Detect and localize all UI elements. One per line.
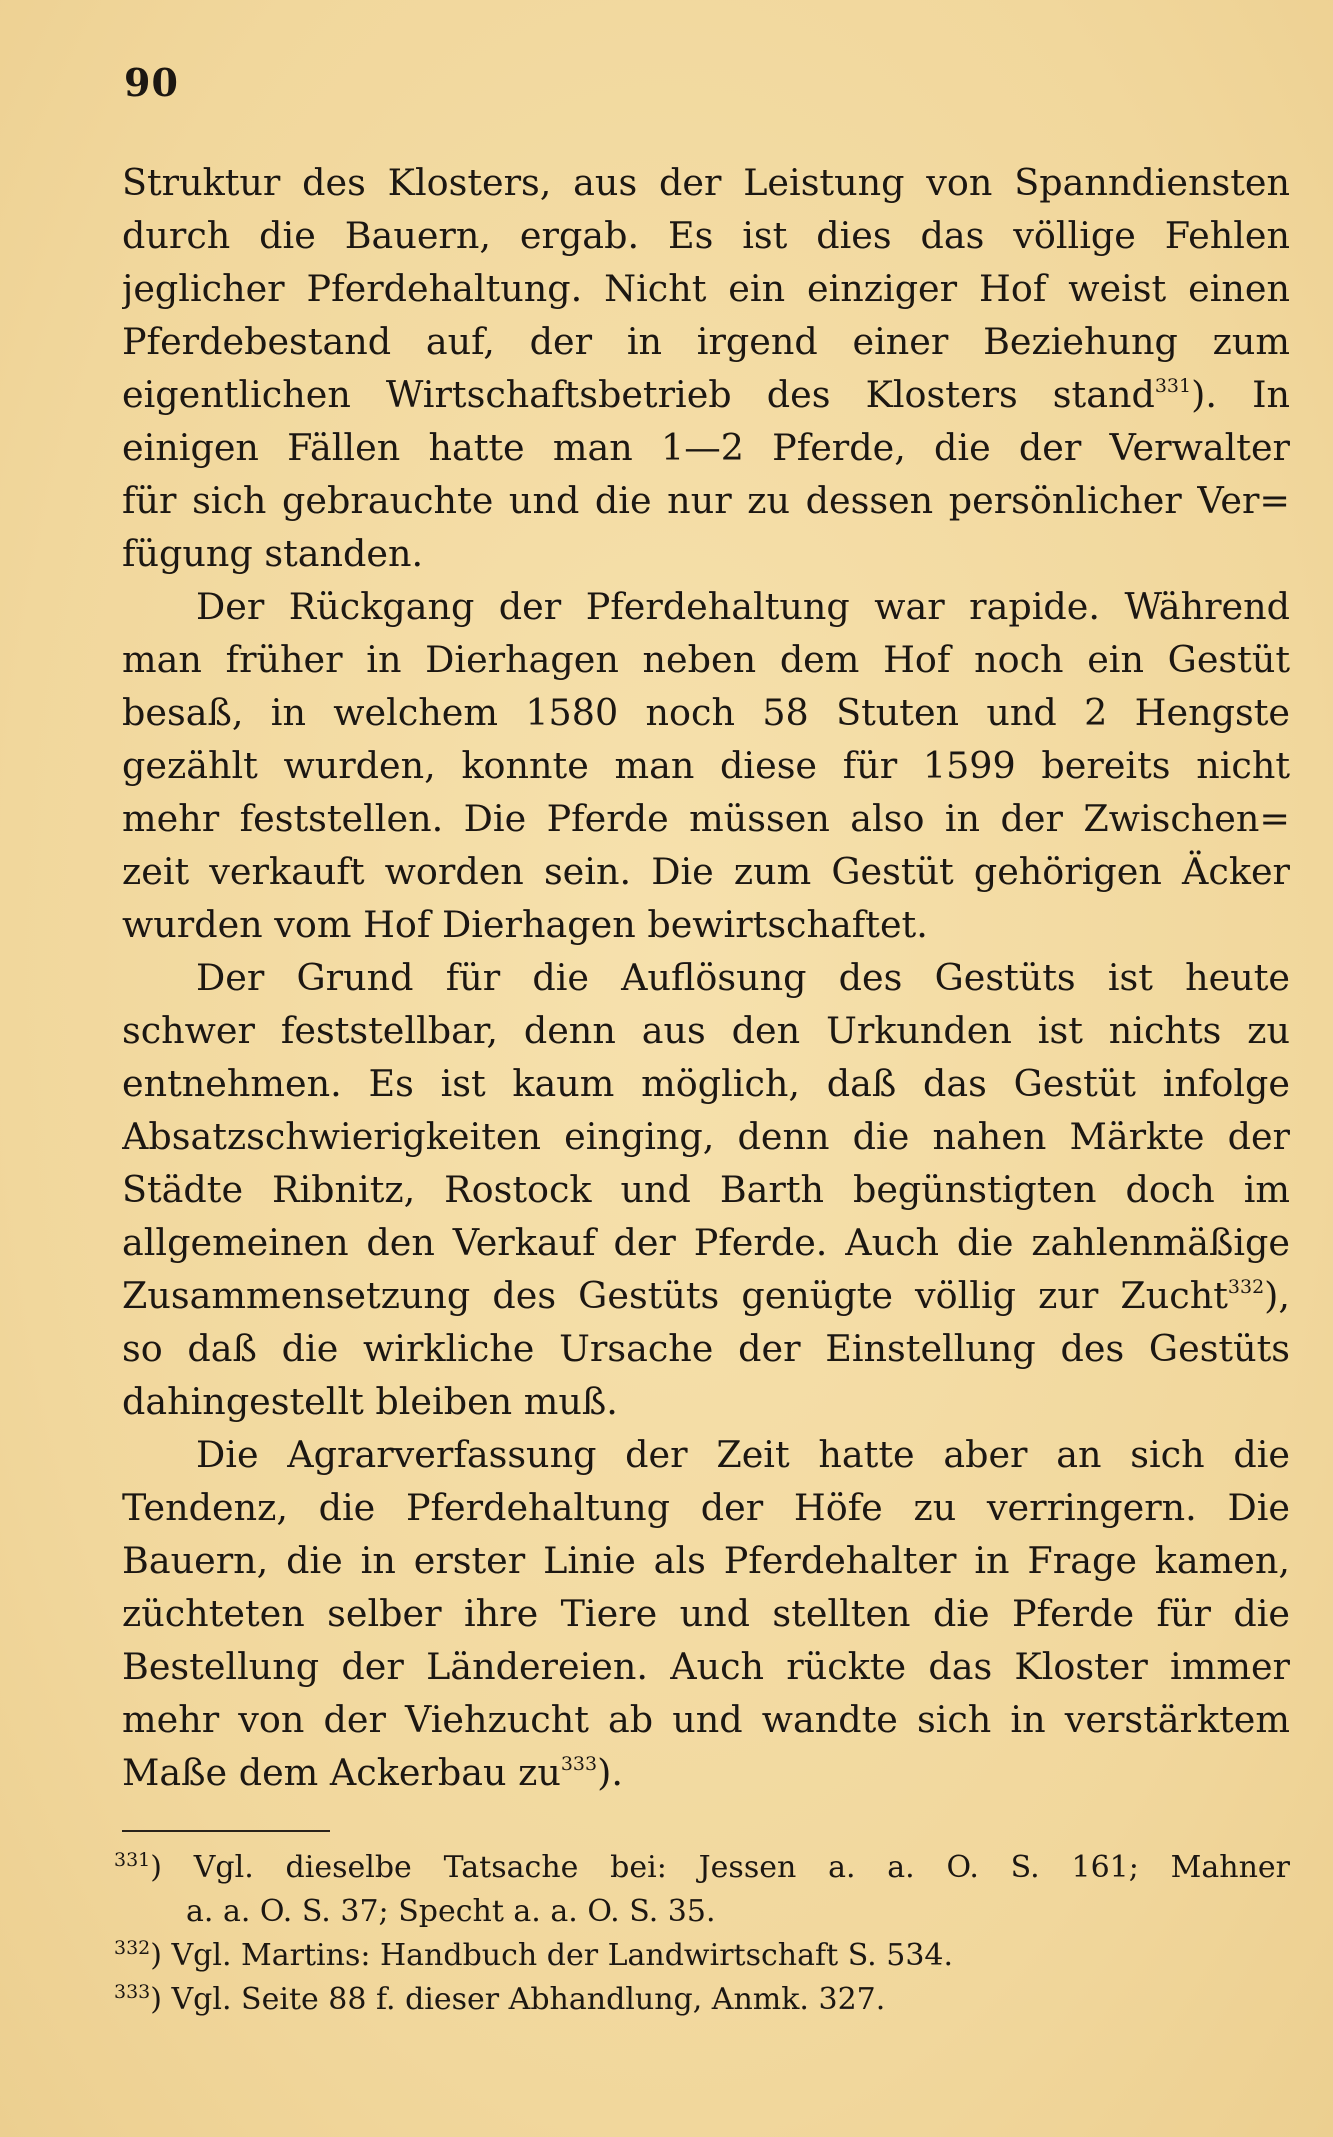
text-line: zeit verkauft worden sein. Die zum Gestüt gehörigen Äcker <box>122 850 1290 893</box>
paragraph-start: Der Rückgang der Pferdehaltung war rapide. Während <box>196 585 1290 628</box>
text-line: wurden vom Hof Dierhagen bewirtschaftet. <box>122 903 928 946</box>
text-line: Struktur des Klosters, aus der Leistung von Spanndiensten <box>122 161 1290 204</box>
footnote-ref-332: 332 <box>1227 1276 1265 1298</box>
paragraph-start: Die Agrarverfassung der Zeit hatte aber an sich die <box>196 1433 1290 1476</box>
text-line: Zusammensetzung des Gestüts genügte völlig zur Zucht$^{332}$), <box>122 1274 1290 1317</box>
text-line: einigen Fällen hatte man 1—2 Pferde, die der Verwalter <box>122 426 1290 469</box>
text-line: mehr feststellen. Die Pferde müssen also in der Zwischen= <box>122 797 1290 840</box>
text-line: Städte Ribnitz, Rostock und Barth begünstigten doch im <box>122 1168 1290 1211</box>
footnote-ref-333: 333 <box>560 1753 598 1775</box>
footnote-ref-331: 331 <box>1154 375 1192 397</box>
text-line: jeglicher Pferdehaltung. Nicht ein einziger Hof weist einen <box>122 267 1290 310</box>
text-line: für sich gebrauchte und die nur zu dessen persönlicher Ver= <box>122 479 1290 522</box>
text-line: allgemeinen den Verkauf der Pferde. Auch die zahlenmäßige <box>122 1221 1290 1264</box>
text-line: Pferdebestand auf, der in irgend einer Beziehung zum <box>122 320 1290 363</box>
text-line: schwer feststellbar, denn aus den Urkunden ist nichts zu <box>122 1009 1290 1052</box>
text-line: Tendenz, die Pferdehaltung der Höfe zu verringern. Die <box>122 1486 1290 1529</box>
footnote-332: $^{332}$) Vgl. Martins: Handbuch der Landwirtschaft S. 534. <box>114 1937 954 1973</box>
text-line: so daß die wirkliche Ursache der Einstellung des Gestüts <box>122 1327 1290 1370</box>
text-line: gezählt wurden, konnte man diese für 1599 bereits nicht <box>122 744 1290 787</box>
text-line: entnehmen. Es ist kaum möglich, daß das Gestüt infolge <box>122 1062 1290 1105</box>
text-line: eigentlichen Wirtschaftsbetrieb des Klosters stand$^{331}$). In <box>122 373 1290 416</box>
text-line: Maße dem Ackerbau $zu^{333}$). <box>122 1751 623 1794</box>
text-line: man früher in Dierhagen neben dem Hof noch ein Gestüt <box>122 638 1290 681</box>
text-line: fügung standen. <box>122 532 424 575</box>
footnote-331-continued: a. a. O. S. 37; Specht a. a. O. S. 35. <box>186 1894 716 1929</box>
text-line: durch die Bauern, ergab. Es ist dies das völlige Fehlen <box>122 214 1290 257</box>
footnote-331: $^{331}$) Vgl. dieselbe Tatsache bei: Jessen a. a. O. S. 161; Mahner <box>114 1849 1290 1885</box>
text-line: mehr von der Viehzucht ab und wandte sich in verstärktem <box>122 1698 1290 1741</box>
footnote-mark: 331 <box>114 1849 151 1871</box>
text-line: Absatzschwierigkeiten einging, denn die nahen Märkte der <box>122 1115 1290 1158</box>
footnote-mark: 332 <box>114 1937 151 1959</box>
text-line: züchteten selber ihre Tiere und stellten die Pferde für die <box>122 1592 1290 1635</box>
text-line: besaß, in welchem 1580 noch 58 Stuten und 2 Hengste <box>122 691 1290 734</box>
footnote-mark: 333 <box>114 1981 151 2003</box>
paragraph-start: Der Grund für die Auflösung des Gestüts ist heute <box>196 956 1290 999</box>
main-text <box>122 156 1290 1799</box>
footnote-divider <box>122 1830 330 1832</box>
footnote-333: $^{333}$) Vgl. Seite 88 f. dieser Abhandlung, Anmk. 327. <box>114 1981 886 2017</box>
text-line: Bestellung der Ländereien. Auch rückte das Kloster immer <box>122 1645 1290 1688</box>
footnotes <box>114 1846 1290 2022</box>
page-number: 90 <box>124 60 179 105</box>
text-line: Bauern, die in erster Linie als Pferdehalter in Frage kamen, <box>122 1539 1290 1582</box>
text-line: dahingestellt bleiben muß. <box>122 1380 618 1423</box>
